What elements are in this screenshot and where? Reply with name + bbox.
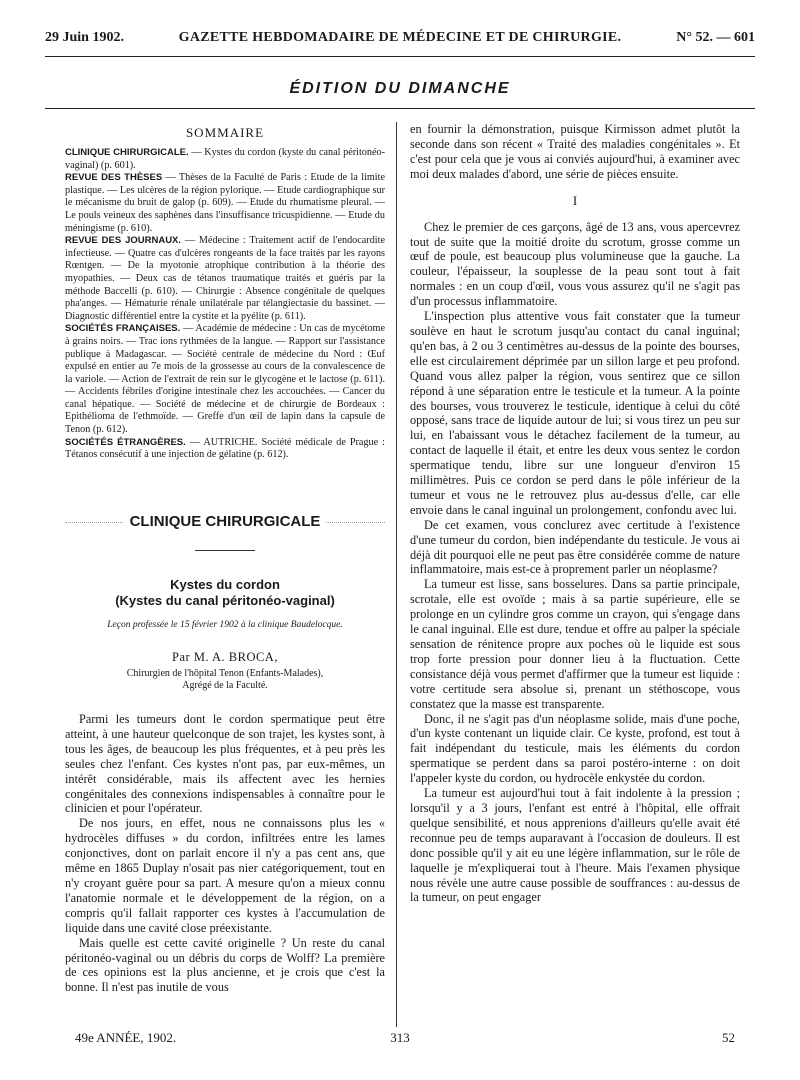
right-column	[410, 122, 740, 1027]
sommaire-entry: SOCIÉTÉS ÉTRANGÈRES. — AUTRICHE. Société médicale de Prague : Tétanos consécutif à une injection de gélatine (p. 612).	[65, 436, 385, 461]
paragraph: La tumeur est aujourd'hui tout à fait indolente à la pression ; lorsqu'il y a 3 jours, l'enfant est entré à l'hôpital, elle offrait quelque sensibilité, et nous apprenions d'ailleurs qu'elle avait été reconnue peu de temps auparavant à l'occasion de douleurs. Il est donc possible qu'il y ait eu une légère inflammation, sur le rôle de laquelle je m'expliquerai tout à l'heure. Mais l'examen physique nous révèle une autre cause possible de souffrances : au-dessus de la tumeur, on peut engager	[410, 786, 740, 905]
footer-page: 313	[390, 1030, 410, 1045]
sommaire-title: SOMMAIRE	[185, 125, 265, 140]
header-date: 29 Juin 1902.	[45, 30, 124, 45]
sommaire-entry: CLINIQUE CHIRURGICALE. — Kystes du cordon (kyste du canal péritonéo-vaginal) (p. 601).	[65, 147, 386, 171]
article-author: Par M. A. BROCA,	[172, 650, 278, 664]
footer-number: 52	[722, 1030, 735, 1045]
footer-year: 49e ANNÉE, 1902.	[75, 1030, 177, 1045]
edition-title: ÉDITION DU DIMANCHE	[289, 80, 511, 97]
paragraph: De cet examen, vous conclurez avec certitude à l'existence d'une tumeur du cordon, bien indépendante du testicule. Je vous ai déjà dit pourquoi elle ne peut pas être considérée comme de nature inflammatoire, mais est-ce à proprement parler un néoplasme?	[410, 517, 740, 577]
article-lecon-note: Leçon professée le 15 février 1902 à la clinique Baudelocque.	[107, 620, 343, 630]
running-header	[45, 30, 755, 52]
article-body-left	[65, 712, 385, 995]
edition-rule	[45, 108, 755, 109]
sommaire-entry: REVUE DES JOURNAUX. — Médecine : Traitement actif de l'endocardite infectieuse. — Quatre cas d'ulcères rongeants de la face traités par les rayons Rœntgen. — De la myotonie atrophique contribution à la théorie des myopathies. — Deux cas de tétanos traumatique traités et guéris par la méthode Baccelli (p. 610). — Chirurgie : Absence congénitale de quelques pha'anges. — Hématurie rénale unilatérale par télangiectasie du bassinet. — Diagnostic différentiel entre la cystite et la pyélite (p. 611).	[65, 235, 385, 322]
sommaire	[65, 125, 385, 462]
left-column	[65, 125, 385, 1025]
section-short-rule	[195, 550, 255, 551]
paragraph: La tumeur est lisse, sans bosselures. Dans sa partie principale, scrotale, elle est ovoïde ; mais à sa partie supérieure, elle se prolonge en un cylindre gros comme un crayon, qui s'engage dans le canal inguinal. Elle est dure, tendue et offre au palper la spéciale sensation de rénitence propre aux poches où le liquide est sous trop forte pression pour donner lieu à la fluctuation. Cette consistance déjà vous permet d'affirmer que la tumeur est liquide : votre certitude sera absolue si, prenant un stéthoscope, vous constatez que la masse est transparente.	[410, 577, 740, 711]
issue-page-number: N° 52. — 601	[676, 30, 755, 45]
paragraph: Donc, il ne s'agit pas d'un néoplasme solide, mais d'une poche, d'un kyste contenant un liquide clair. Ce kyste, profond, est tout à fait indépendant du testicule, mais les éléments du cordon spermatique se perdent dans sa paroi postéro-interne : on doit l'appeler kyste du cordon, ou hydrocèle enkystée du cordon.	[410, 711, 740, 786]
paragraph: L'inspection plus attentive vous fait constater que la tumeur soulève en haut le scrotum jusqu'au contact du canal inguinal; qu'en bas, à 2 ou 3 centimètres au-dessus de la pointe des bourses, elle est circulairement déprimée par un sillon large et peu profond. Quand vous allez palper la région, vous sentirez que ce sillon répond à une séparation entre le testicule et la tumeur. A la pointe des bourses, vous trouverez le testicule, identique à celui du côté opposé, sans trace de liquide autour de lui; si vous tirez un peu sur lui, en l'abaissant vous le détachez facilement de la tumeur, au contact de laquelle il était, et entre les deux vous sentez le cordon spermatique tendu, libre sur une longueur d'environ 15 millimètres. Puis ce cordon se perd dans le pôle inférieur de la tumeur et vous ne le retrouvez plus au-dessus d'elle, car elle envoie dans le canal inguinal un prolongement, confondu avec lui.	[410, 309, 740, 517]
paragraph: en fournir la démonstration, puisque Kirmisson admet plutôt la seconde dans son récent « Traité des maladies congénitales ». Et c'est pour cela que je vous ai conviés aujourd'hui, à examiner avec moi deux malades d'abord, une série de pièces ensuite.	[410, 122, 740, 181]
section-title: CLINIQUE CHIRURGICALE	[65, 513, 385, 530]
header-rule	[45, 56, 755, 57]
author-affiliation: Chirurgien de l'hôpital Tenon (Enfants-Malades), Agrégé de la Faculté.	[126, 668, 324, 691]
paragraph: Mais quelle est cette cavité originelle ? Un reste du canal péritonéo-vaginal ou un débris du corps de Wolff? La première de ces opinions est la plus ancienne, et je crois que c'est la bonne. Il n'est pas inutile de vous	[65, 935, 385, 995]
section-number: I	[572, 192, 578, 208]
article-title: Kystes du cordon (Kystes du canal péritonéo-vaginal)	[115, 577, 335, 608]
paragraph: De nos jours, en effet, nous ne connaissons plus les « hydrocèles diffuses » du cordon, infiltrées entre les lames conjonctives, dont on parlait encore il n'y a pas cent ans, que même en 1865 Duplay n'osait pas nier catégoriquement, tout en n'y croyant guère pour sa part. A mesure qu'on a mieux connu l'anatomie normale et le développement de la région, on a compris qu'il fallait rapporter ces kystes à l'accumulation de liquide dans une cavité close préexistante.	[65, 816, 385, 935]
page-footer	[65, 1030, 735, 1050]
paragraph: Chez le premier de ces garçons, âgé de 13 ans, vous apercevrez tout de suite que la moitié droite du scrotum, grosse comme un œuf de poule, est beaucoup plus volumineuse que la gauche. La couleur, l'épaisseur, la souplesse de la peau sont tout à fait normales : en un coup d'œil, vous vous assurez qu'il ne s'agit pas d'un processus inflammatoire.	[410, 219, 740, 309]
paragraph: Parmi les tumeurs dont le cordon spermatique peut être atteint, à une hauteur quelconque de son trajet, les kystes sont, à tous les âges, de beaucoup les plus fréquentes, et à peu près les seules chez l'enfant. Ces kystes n'ont pas, par eux-mêmes, un intérêt considérable, mais ils affectent avec les hernies congénitales des connexions indispensables à connaître pour le clinicien et pour l'opérateur.	[65, 712, 385, 816]
journal-title: GAZETTE HEBDOMADAIRE DE MÉDECINE ET DE CHIRURGIE.	[178, 30, 622, 45]
sommaire-entry: REVUE DES THÈSES — Thèses de la Faculté de Paris : Etude de la limite plastique. — Les ulcères de la région pylorique. — Etude cardiographique sur le mécanisme du bruit de galop (p. 609). — Etude du rhumatisme pleural. — Le pouls veineux des saphènes dans l'insuffisance tricuspidienne. — Etude du méningisme (p. 610).	[65, 172, 385, 234]
sommaire-entry: SOCIÉTÉS FRANÇAISES. — Académie de médecine : Un cas de mycétome à grains noirs. — Trac ions rythmées de la langue. — Rapport sur l'assistance publique à Madagascar. — Société centrale de médecine du Nord : Œuf expulsé en entier au 7e mois de la grossesse au cours de la convalescence de la variole. — Action de l'extrait de rein sur le glycogène et le lactose (p. 611). — Accidents fébriles d'origine intestinale chez les accouchées. — Cancer du canal hépatique. — Société de médecine et de chirurgie de Bordeaux : Epithélioma de l'ethmoïde. — Greffe d'un œil de lapin dans la capsule de Tenon (p. 612).	[65, 323, 385, 436]
column-divider	[396, 122, 397, 1027]
